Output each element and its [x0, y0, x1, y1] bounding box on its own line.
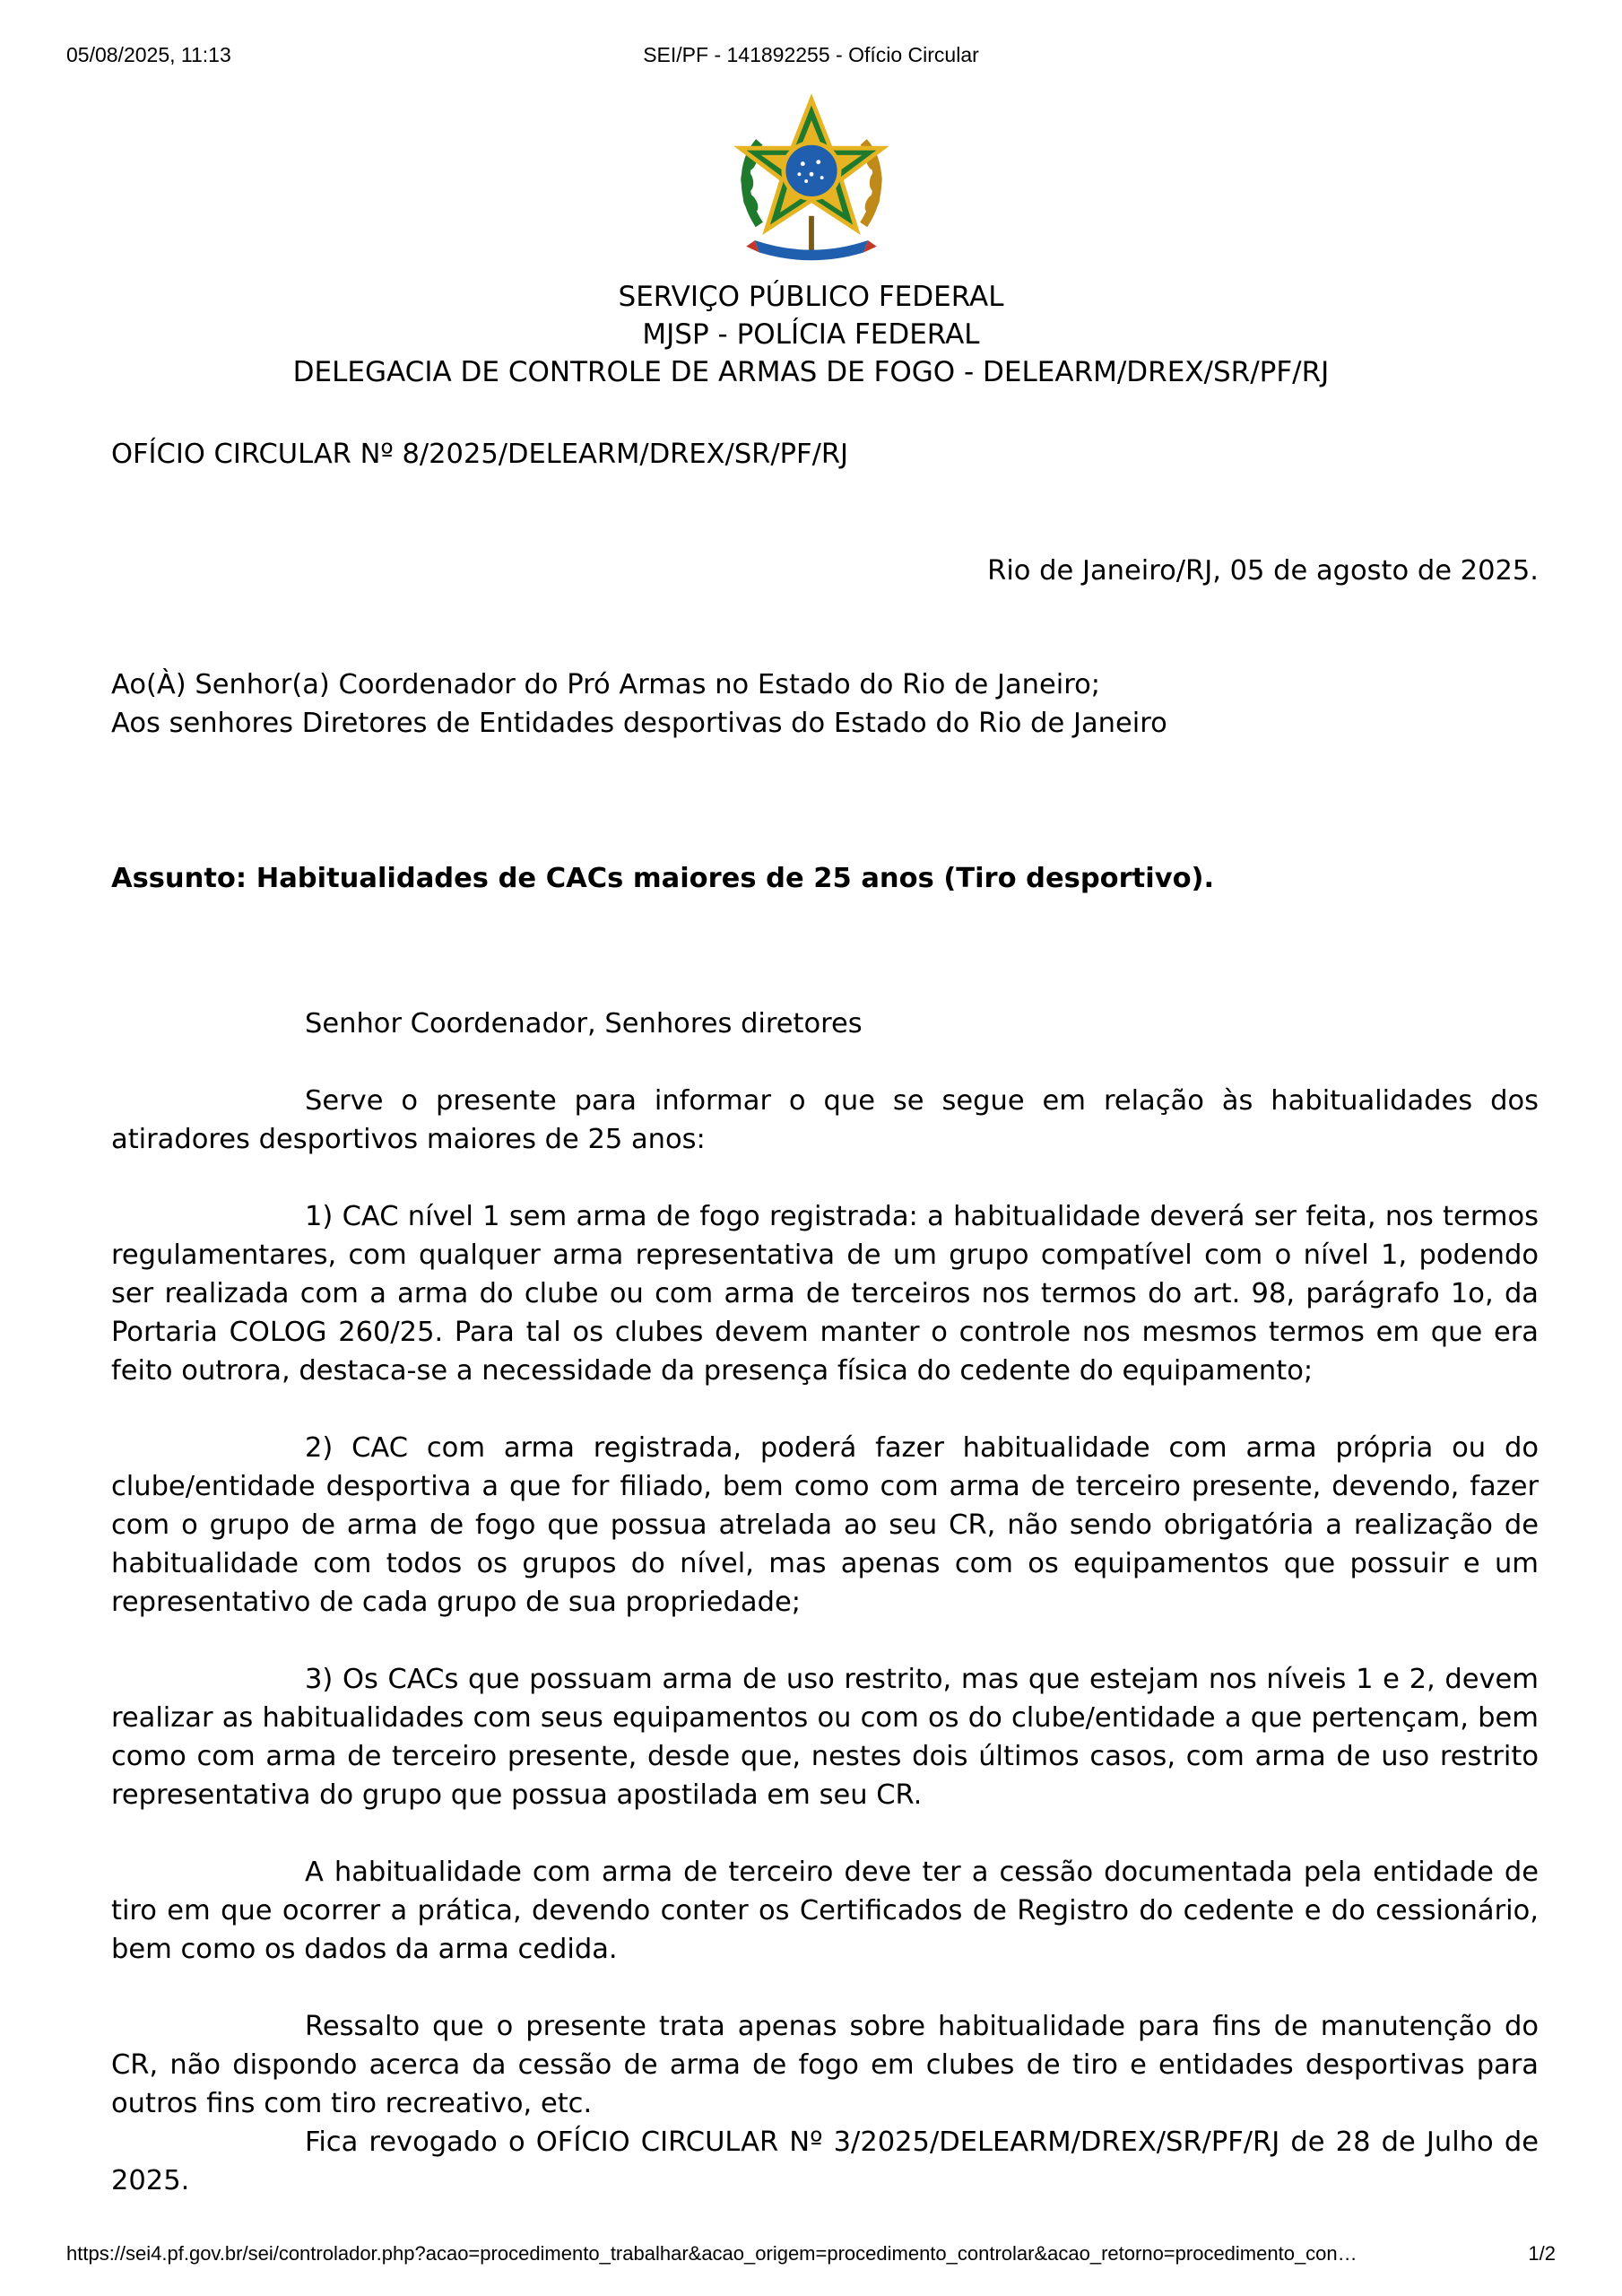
body-paragraph: Fica revogado o OFÍCIO CIRCULAR Nº 3/2025/DELEARM/DREX/SR/PF/RJ de 28 de Julho de 2025.	[111, 2126, 1539, 2196]
document-body	[111, 1004, 1539, 2239]
body-paragraph: Serve o presente para informar o que se segue em relação às habitualidades dos atiradores desportivos maiores de 25 anos:	[111, 1085, 1539, 1155]
body-paragraph: 1) CAC nível 1 sem arma de fogo registrada: a habitualidade deverá ser feita, nos termos regulamentares, com qualquer arma representativa de um grupo compatível com o nível 1, podendo ser realizada com a arma do clube ou com arma de terceiros nos termos do art. 98, parágrafo 1o, da Portaria COLOG 260/25. Para tal os clubes devem manter o controle nos mesmos termos em que era feito outrora, destaca-se a necessidade da presença física do cedente do equipamento;	[111, 1201, 1539, 1387]
letterhead-line-1: SERVIÇO PÚBLICO FEDERAL	[618, 281, 1004, 313]
subject: Assunto: Habitualidades de CACs maiores de 25 anos (Tiro desportivo).	[111, 863, 1215, 894]
page-number: 1/2	[1528, 2242, 1556, 2265]
print-footer	[66, 2239, 1556, 2269]
recipient-line: Aos senhores Diretores de Entidades desportivas do Estado do Rio de Janeiro	[111, 708, 1167, 739]
location-date: Rio de Janeiro/RJ, 05 de agosto de 2025.	[987, 555, 1539, 587]
print-header	[66, 39, 1556, 70]
body-paragraph: Ressalto que o presente trata apenas sobre habitualidade para fins de manutenção do CR, não dispondo acerca da cessão de arma de fogo em clubes de tiro e entidades desportivas para outros fins com tiro recreativo, etc.	[111, 2011, 1539, 2119]
print-title: SEI/PF - 141892255 - Ofício Circular	[643, 43, 979, 66]
page-url: https://sei4.pf.gov.br/sei/controlador.php?acao=procedimento_trabalhar&acao_origem=procedimento_controlar&acao_retorno=procedimento_con…	[66, 2242, 1357, 2265]
brazil-coat-of-arms-icon	[724, 93, 898, 269]
letterhead-line-3: DELEGACIA DE CONTROLE DE ARMAS DE FOGO - DELEARM/DREX/SR/PF/RJ	[292, 356, 1330, 388]
recipient-line: Ao(À) Senhor(a) Coordenador do Pró Armas no Estado do Rio de Janeiro;	[111, 669, 1101, 700]
body-paragraph: 2) CAC com arma registrada, poderá fazer habitualidade com arma própria ou do clube/entidade desportiva a que for filiado, bem como com arma de terceiro presente, devendo, fazer com o grupo de arma de fogo que possua atrelada ao seu CR, não sendo obrigatória a realização de habitualidade com todos os grupos do nível, mas apenas com os equipamentos que possuir e um representativo de cada grupo de sua propriedade;	[111, 1432, 1539, 1618]
recipients	[111, 665, 1539, 743]
print-datetime: 05/08/2025, 11:13	[66, 43, 231, 66]
document-number: OFÍCIO CIRCULAR Nº 8/2025/DELEARM/DREX/SR/PF/RJ	[111, 439, 849, 470]
letterhead	[0, 278, 1622, 391]
body-paragraph: 3) Os CACs que possuam arma de uso restrito, mas que estejam nos níveis 1 e 2, devem realizar as habitualidades com seus equipamentos ou com os do clube/entidade a que pertençam, bem como com arma de terceiro presente, desde que, nestes dois últimos casos, com arma de uso restrito representativa do grupo que possua apostilada em seu CR.	[111, 1664, 1539, 1811]
body-paragraph: A habitualidade com arma de terceiro deve ter a cessão documentada pela entidade de tiro em que ocorrer a prática, devendo conter os Certificados de Registro do cedente e do cessionário, bem como os dados da arma cedida.	[111, 1857, 1539, 1965]
salutation: Senhor Coordenador, Senhores diretores	[305, 1008, 863, 1039]
letterhead-line-2: MJSP - POLÍCIA FEDERAL	[642, 318, 980, 351]
